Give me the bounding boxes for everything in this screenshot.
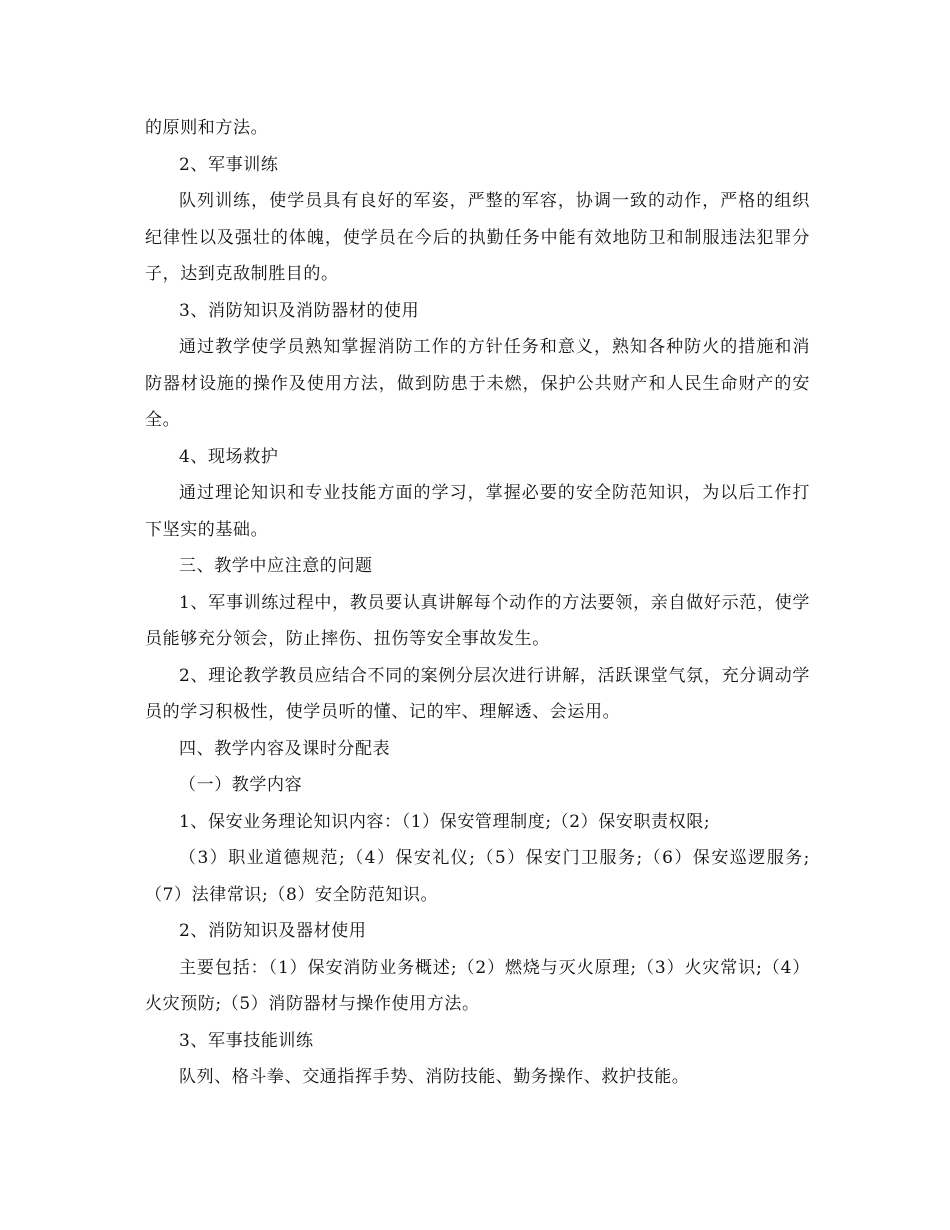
paragraph-first-aid: 通过理论知识和专业技能方面的学习，掌握必要的安全防范知识，为以后工作打下坚实的基础。 — [145, 483, 810, 540]
paragraph-fire-equipment: 主要包括：（1）保安消防业务概述;（2）燃烧与灭火原理;（3）火灾常识;（4）火灾预防;（5）消防器材与操作使用方法。 — [145, 957, 810, 1014]
section-heading-military-training: 2、军事训练 — [179, 154, 279, 175]
paragraph-security-theory: 1、保安业务理论知识内容：（1）保安管理制度;（2）保安职责权限; — [179, 811, 711, 832]
paragraph-teaching-note-2: 2、理论教学教员应结合不同的案例分层次进行讲解，活跃课堂气氛，充分调动学员的学习积极性，使学员听的懂、记的牢、理解透、会运用。 — [145, 665, 810, 722]
paragraph-military-skills: 队列、格斗拳、交通指挥手势、消防技能、勤务操作、救护技能。 — [179, 1067, 690, 1087]
document-body — [145, 110, 810, 1096]
paragraph-security-theory-continued: （3）职业道德规范;（4）保安礼仪;（5）保安门卫服务;（6）保安巡逻服务;（7）法律常识;（8）安全防范知识。 — [145, 848, 810, 905]
section-heading-military-skills: 3、军事技能训练 — [179, 1030, 314, 1051]
paragraph-military-training: 队列训练，使学员具有良好的军姿，严整的军容，协调一致的动作，严格的组织纪律性以及强壮的体魄，使学员在今后的执勤任务中能有效地防卫和制服违法犯罪分子，达到克敌制胜目的。 — [145, 191, 810, 284]
section-heading-first-aid: 4、现场救护 — [179, 446, 279, 467]
paragraph-continuation: 的原则和方法。 — [145, 118, 269, 138]
paragraph-teaching-note-1: 1、军事训练过程中，教员要认真讲解每个动作的方法要领，亲自做好示范，使学员能够充分领会，防止摔伤、扭伤等安全事故发生。 — [145, 592, 810, 649]
section-heading-fire-knowledge: 3、消防知识及消防器材的使用 — [179, 300, 420, 321]
section-heading-content-schedule: 四、教学内容及课时分配表 — [179, 738, 391, 759]
paragraph-fire-knowledge: 通过教学使学员熟知掌握消防工作的方针任务和意义，熟知各种防火的措施和消防器材设施的操作及使用方法，做到防患于未燃，保护公共财产和人民生命财产的安全。 — [145, 337, 810, 430]
section-heading-fire-equipment: 2、消防知识及器材使用 — [179, 921, 367, 941]
subsection-heading-teaching-content: （一）教学内容 — [179, 775, 303, 795]
section-heading-teaching-notes: 三、教学中应注意的问题 — [179, 556, 373, 576]
